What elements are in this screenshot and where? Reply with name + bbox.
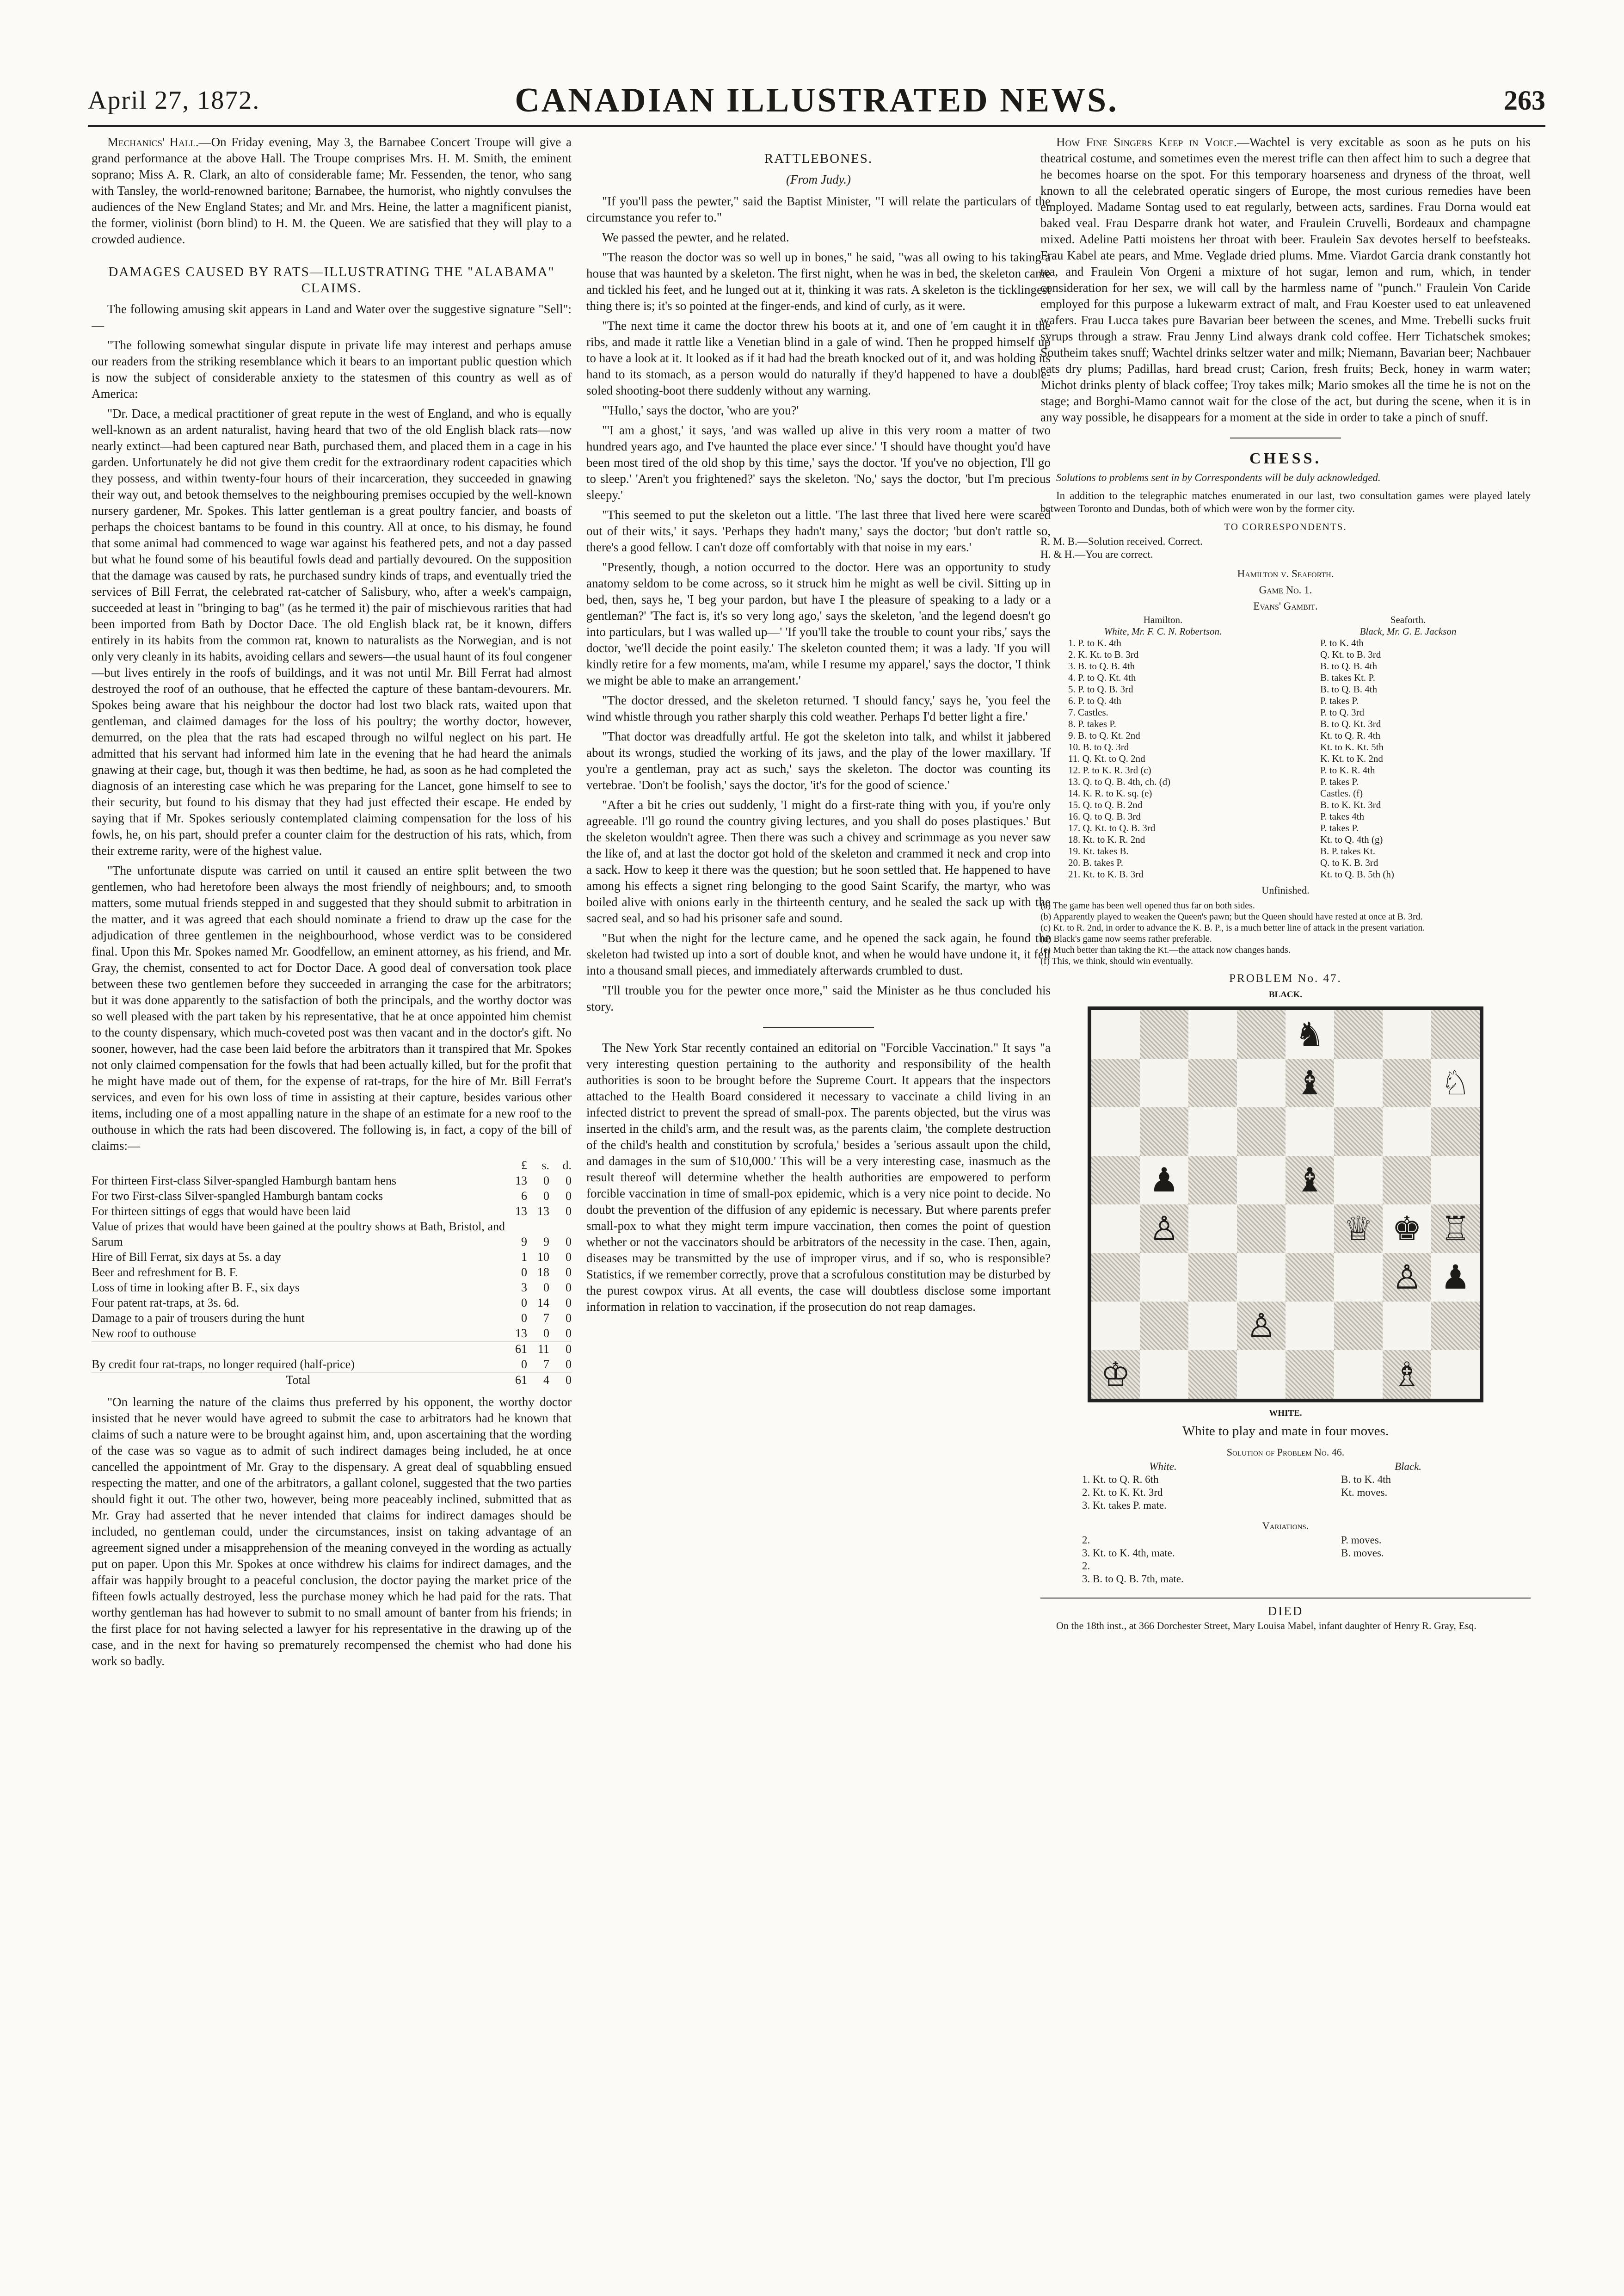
game-note: (a) The game has been well opened thus far on both sides. <box>1040 901 1255 911</box>
white-move: 10. B. to Q. 3rd <box>1068 741 1129 753</box>
solution-white-move: 2. Kt. to K. Kt. 3rd <box>1082 1487 1163 1498</box>
game-note: (d) Black's game now seems rather preferable. <box>1040 934 1212 944</box>
black-move: Q. to K. B. 3rd <box>1320 857 1378 868</box>
chess-square <box>1188 1010 1237 1059</box>
issue-date: April 27, 1872. <box>88 86 260 115</box>
chess-piece-square: ♝ <box>1286 1156 1334 1204</box>
white-move: 17. Q. Kt. to Q. B. 3rd <box>1068 822 1156 833</box>
chess-square <box>1431 1107 1480 1156</box>
variations-title: Variations. <box>1262 1520 1309 1531</box>
chess-square <box>1286 1204 1334 1253</box>
black-player: Black, Mr. G. E. Jackson <box>1359 626 1457 637</box>
chess-square <box>1334 1350 1383 1399</box>
chess-piece-square: ♞ <box>1286 1010 1334 1059</box>
white-move: 20. B. takes P. <box>1068 857 1124 868</box>
bill-cell-item: Value of prizes that would have been gained at the poultry shows at Bath, Bristol, and Sarum <box>92 1220 505 1248</box>
bill-cell-s: 13 <box>537 1204 549 1218</box>
rattlebones-paragraph: "The reason the doctor was so well up in bones," he said, "was all owing to his taking a house that was haunted by a skeleton. The first night, when he was in bed, the skeleton came and tickled his feet, and he lunged out at it, thinking it was rats. A skeleton is the ticklingest thing there is; it's so pointed at the finger-ends, and kind of curly, as it were. <box>586 250 1051 313</box>
rattlebones-paragraph: "Presently, though, a notion occurred to the doctor. Here was an opportunity to study anatomy seldom to be come across, so it struck him he might as well be civil. Sitting up in bed, then, says he, 'I beg your pardon, but have I the pleasure of speaking to a lady or a gentleman?' 'The fact is, it's so very long ago,' says the skeleton, 'and the legend doesn't go into particulars, but I was walled up—' 'If you'll take the trouble to count your ribs,' says the doctor, 'we'll decide the point easily.' The skeleton counted them; it was a lady. 'If you will kindly retire for a few moments, ma'am, while I resume my apparel,' says the doctor, 'I think we might be able to make an arrangement.' <box>586 560 1051 687</box>
chess-square <box>1286 1302 1334 1350</box>
bill-cell-s: 9 <box>543 1235 549 1248</box>
bill-cell-l: 3 <box>521 1281 527 1294</box>
mechanics-hall-lead: Mechanics' Hall. <box>107 135 199 149</box>
chess-piece-square: ♘ <box>1431 1059 1480 1107</box>
bill-cell-l: 13 <box>515 1327 527 1340</box>
chess-board <box>1088 1006 1483 1402</box>
white-move: 15. Q. to Q. B. 2nd <box>1068 799 1143 810</box>
correspondent-note: H. & H.—You are correct. <box>1040 549 1153 560</box>
right-city: Seaforth. <box>1390 614 1426 625</box>
solution-moves <box>1040 1473 1531 1512</box>
chess-square <box>1431 1302 1480 1350</box>
chess-match: Hamilton v. Seaforth. <box>1237 568 1334 580</box>
white-move: 5. P. to Q. B. 3rd <box>1068 684 1133 695</box>
solution-black-moves <box>1272 1473 1531 1512</box>
variation-black-move: B. moves. <box>1341 1547 1384 1559</box>
black-move: P. to K. 4th <box>1320 637 1364 648</box>
black-move: B. to Q. B. 4th <box>1320 660 1378 672</box>
bill-row <box>92 1219 572 1249</box>
white-move: 21. Kt. to K. B. 3rd <box>1068 869 1144 880</box>
solution-title: Solution of Problem No. 46. <box>1226 1446 1345 1458</box>
chess-piece-square: ♗ <box>1383 1350 1431 1399</box>
white-move: 3. B. to Q. B. 4th <box>1068 660 1135 672</box>
bill-cell-item: Loss of time in looking after B. F., six days <box>92 1281 300 1294</box>
chess-square <box>1091 1302 1140 1350</box>
bill-cell-l: 13 <box>515 1174 527 1187</box>
variation-moves <box>1040 1534 1531 1586</box>
variation-white-move: 3. B. to Q. B. 7th, mate. <box>1082 1573 1184 1585</box>
chess-square <box>1237 1253 1286 1302</box>
black-move: Kt. to K. Kt. 5th <box>1320 741 1384 753</box>
chess-square <box>1140 1107 1188 1156</box>
black-move: P. takes P. <box>1320 776 1359 787</box>
white-move: 8. P. takes P. <box>1068 718 1116 729</box>
chess-square <box>1237 1059 1286 1107</box>
bill-row <box>92 1310 572 1326</box>
bill-row <box>92 1204 572 1219</box>
singers-text: —Wachtel is very excitable as soon as he puts on his theatrical costume, and sometimes even the merest trifle can then affect him to such a degree that he becomes hoarse on the spot. For this temporary hoarseness and dryness of the throat, well known to all the celebrated operatic singers of Europe, the most curious remedies have been employed. Madame Sontag used to eat regularly, between acts, sardines. Frau Dorna would eat baked veal. Frau Desparre drank hot water, and Fraulein Cruvelli, Bordeaux and champagne mixed. Adeline Patti moistens her throat with beer. Fraulein Sax devotes herself to beefsteaks. Frau Kabel ate pears, and Mme. Veglade dried plums. Mme. Viardot Garcia drank constantly hot tea, and Fraulein Von Orgeni a mixture of hot sugar, lemon and rum, which, in tender consideration for her sex, we will call by the harmless name of "punch." Fraulein Von Caride employed for this purpose a lukewarm extract of malt, and Frau Koester used to eat unleavened wafers. Frau Lucca takes pure Bavarian beer between the scenes, and Mme. Trebelli sucks fruit syrups through a straw. Frau Jenny Lind always drank cold coffee. Herr Tichatschek smokes; Southeim takes snuff; Wachtel drinks seltzer water and milk; Niemann, Bavarian beer; Nachbauer eats dry plums; Padillas, hard bread crust; Carion, fresh fruits; Beck, honey in warm water; Michot drinks plenty of black coffee; Troy takes milk; Mario smokes all the time he is not on the stage; and Borghi-Mamo cannot wait for the close of the act, but during the scene, when it is in any way possible, he disappears for a moment at the side in order to take a pinch of snuff. <box>1040 135 1531 424</box>
damages-after-bill: "On learning the nature of the claims thus preferred by his opponent, the worthy doctor insisted that he never would have agreed to submit the case to arbitrators had he known that claims of such a nature were to be brought against him, and, upon ascertaining that the wording of the case was so vague as to admit of such indirect damages being included, he at once cancelled the appointment of Mr. Gray to the dispensary. A great deal of squabbling ensued respecting the matter, and one of the arbitrators, a gallant colonel, suggested that the two parties should fight it out. The other two, however, being more peaceably inclined, submitted that as Mr. Gray had asserted that he never intended that claims for indirect damages should be included, no gentleman could, under the circumstances, insist on taking advantage of an agreement signed under a misapprehension of the meaning conveyed in the wording as actually put on paper. Upon this Mr. Spokes at once withdrew his claims for indirect damages, and the affair was happily brought to a peaceful conclusion, the doctor paying the market price of the fifteen fowls actually destroyed, less the purchase money which he had paid for the rats. That worthy gentleman has had however to submit to no small amount of banter from his friends; in the first place for not having selected a lawyer for his representative in the drawing up of the case, and in the next for having so prematurely recompensed the chemist who had done his work so badly. <box>92 1395 572 1668</box>
bill-subtotal-row <box>92 1341 572 1357</box>
chess-square <box>1091 1059 1140 1107</box>
chess-piece-square: ♙ <box>1237 1302 1286 1350</box>
column-2 <box>586 134 1051 2253</box>
total-label: Total <box>92 1372 505 1388</box>
game-note: (e) Much better than taking the Kt.—the attack now changes hands. <box>1040 945 1291 955</box>
chess-square <box>1140 1059 1188 1107</box>
solution-black-move: B. to K. 4th <box>1341 1474 1391 1485</box>
black-move: Kt. to Q. B. 5th (h) <box>1320 869 1394 880</box>
chess-square <box>1091 1107 1140 1156</box>
damages-title: DAMAGES CAUSED BY RATS—ILLUSTRATING THE "ALABAMA" CLAIMS. <box>108 265 555 296</box>
white-move: 7. Castles. <box>1068 707 1108 718</box>
black-move: Q. Kt. to B. 3rd <box>1320 649 1381 660</box>
black-move: P. to K. R. 4th <box>1320 765 1375 776</box>
black-move: B. P. takes Kt. <box>1320 846 1376 857</box>
variation-white-move: 2. <box>1082 1534 1090 1546</box>
chess-square <box>1140 1350 1188 1399</box>
bill-cell-l: 1 <box>521 1250 527 1264</box>
bill-cell-l: 0 <box>521 1296 527 1309</box>
bill-cell-l: 6 <box>521 1189 527 1203</box>
bill-cell-item: For two First-class Silver-spangled Hamburgh bantam cocks <box>92 1189 383 1203</box>
rattlebones-paragraph: "'Hullo,' says the doctor, 'who are you?' <box>602 403 799 417</box>
bill-cell-d: 0 <box>566 1296 572 1309</box>
white-moves <box>1040 637 1279 880</box>
died-title: DIED <box>1267 1604 1304 1618</box>
black-label: BLACK. <box>1268 990 1303 1000</box>
chess-piece-square: ♕ <box>1334 1204 1383 1253</box>
bill-cell-d: 0 <box>566 1281 572 1294</box>
chess-notice: Solutions to problems sent in by Correspondents will be duly acknowledged. <box>1056 472 1381 483</box>
white-move: 13. Q. to Q. B. 4th, ch. (d) <box>1068 776 1171 787</box>
chess-square <box>1334 1059 1383 1107</box>
bill-cell-d: 0 <box>566 1311 572 1325</box>
solution-labels <box>1040 1460 1531 1473</box>
chess-square <box>1431 1350 1480 1399</box>
problem-title: PROBLEM No. 47. <box>1229 972 1342 985</box>
bill-row <box>92 1249 572 1265</box>
white-move: 12. P. to K. R. 3rd (c) <box>1068 765 1151 776</box>
variation-white-move: 2. <box>1082 1560 1090 1572</box>
chess-cities <box>1040 614 1531 626</box>
chess-square <box>1431 1010 1480 1059</box>
mechanics-hall-text: —On Friday evening, May 3, the Barnabee Concert Troupe will give a grand performance at the above Hall. The Troupe comprises Mrs. H. M. Smith, the eminent soprano; Miss A. R. Clark, an alto of considerable fame; Mr. Fessenden, the tenor, who sang with Tansley, the world-renowned baritone; Barnabee, the humorist, who nightly convulses the audiences of the New England States; and Mr. and Mrs. Heine, the latter a magnificent pianist, the former, violinist (born blind) to H. M. the Queen. We are satisfied that they will play to a crowded audience. <box>92 135 572 246</box>
page-number: 263 <box>1504 85 1545 116</box>
chess-square <box>1091 1010 1140 1059</box>
game-note: (c) Kt. to R. 2nd, in order to advance the K. B. P., is a much better line of attack in the present variation. <box>1040 923 1425 933</box>
chess-square <box>1188 1253 1237 1302</box>
bill-total-row <box>92 1372 572 1388</box>
rattlebones-title: RATTLEBONES. <box>764 151 873 166</box>
section-divider <box>763 1027 874 1028</box>
damages-paragraph: "Dr. Dace, a medical practitioner of great repute in the west of England, and who is equally well-known as an ardent naturalist, having heard that two of the old English black rats—now nearly extinct—had been captured near Bath, purchased them, and placed them in a cage in his garden. Unfortunately he did not give them credit for the extraordinary rodent capacities which they possess, and within twenty-four hours of their incarceration, they succeeded in gnawing their way out, and betook themselves to the neighbouring premises occupied by the well-known nursery gardener, Mr. Spokes. This latter gentleman is a great poultry fancier, and boasts of perhaps the choicest bantams to be found in this country. All at once, to his dismay, he found that some animal had commenced to wage war against his feathered pets, and not a day passed but what he found some of his beautiful fowls dead and partially devoured. On the supposition that the damage was caused by rats, he purchased sundry kinds of traps, and eventually tried the services of Bill Ferrat, the celebrated rat-catcher of Salisbury, who, after a week's campaign, succeeded at least in "bringing to bag" (as he termed it) the pair of mischievous rarities that had been imported from Bath by Doctor Dace. The old English black rat, be it known, differs entirely in its habits from the common rat, known to naturalists as the Norwegian, and is not only very cleanly in its habits, avoiding cellars and sewers—the usual haunt of its foul congener—but lives entirely in the roofs of buildings, and it was not until Mr. Bill Ferrat had almost destroyed the roof of an outhouse, that he effected the capture of these bantam-devourers. Mr. Spokes being aware that his neighbour the doctor had lost two black rats, waited upon that gentleman, and claimed damages for the loss of his poultry; the worthy doctor, however, demurred, on the plea that the rats had escaped through no wilful neglect on his part. He admitted that his servant had informed him late in the evening that he had heard the animals gnawing at their cage, but, though it was then bedtime, he had, as soon as he had completed the diagnosis of an interesting case which he was preparing for the Lancet, gone himself to see to their security, but found to his dismay that they had just effected their escape. He ended by saying that if Mr. Spokes seriously contemplated claiming compensation for the loss of his fowls, he, on his part, should prefer a counter claim for the destruction of his rats, which, from their extreme rarity, were of the highest value. <box>92 407 572 858</box>
bill-cell-item: Beer and refreshment for B. F. <box>92 1265 238 1279</box>
chess-square <box>1188 1156 1237 1204</box>
black-move: B. to Q. B. 4th <box>1320 684 1378 695</box>
total-pounds: 61 <box>505 1372 527 1388</box>
white-move: 1. P. to K. 4th <box>1068 637 1121 648</box>
bill-of-claims <box>92 1158 572 1388</box>
game-note: (b) Apparently played to weaken the Queen's pawn; but the Queen should have rested at once at B. 3rd. <box>1040 912 1423 922</box>
vaccination-paragraph: The New York Star recently contained an editorial on "Forcible Vaccination." It says "a very interesting question pertaining to the authority and responsibility of the health authorities is soon to be brought before the Supreme Court. It appears that the inspectors attached to the Health Board considered it necessary to vaccinate a child living in an infected district to prevent the spread of small-pox. The parents objected, but the virus was inserted in the child's arm, and the result was, as the parents claim, 'the complete destruction of the child's health and constitution by scrofula,' besides a 'serious assault upon the child, and damages in the sum of $10,000.' This will be a very interesting case, inasmuch as the result thereof will determine whether the health authorities are empowered to perform forcible vaccination in time of small-pox epidemic, which is a very nice point to decide. No doubt the prevention of the diffusion of any epidemic is necessary. But where parents prefer small-pox to what they might term impure vaccination, then comes the point of question whether or not the vaccinators should be arbitrators of the necessity in the case. Then, again, diseases may be transmitted by the use of improper virus, and if so, who is responsible? Statistics, if we remember correctly, prove that a scrofulous constitution may be disturbed by the purest cowpox virus. At all events, the case will doubtless disclose some important information in relation to vaccination, if the prosecution do not reap damages. <box>586 1041 1051 1314</box>
bill-cell-d: 0 <box>566 1204 572 1218</box>
rattlebones-paragraph: "But when the night for the lecture came, and he opened the sack again, he found the skeleton had twisted up into a sort of double knot, and when he would have undone it, it fell into a thousand small pieces, and immediately afterwards crumbled to dust. <box>586 931 1051 977</box>
chess-square <box>1188 1350 1237 1399</box>
unfinished: Unfinished. <box>1261 884 1310 896</box>
chess-square <box>1286 1107 1334 1156</box>
credit-shillings: 7 <box>543 1358 549 1371</box>
chess-square <box>1334 1253 1383 1302</box>
mechanics-hall-paragraph <box>92 134 572 247</box>
white-move: 4. P. to Q. Kt. 4th <box>1068 672 1136 683</box>
rattlebones-paragraph: "If you'll pass the pewter," said the Baptist Minister, "I will relate the particulars of the circumstance you refer to." <box>586 194 1051 224</box>
rattlebones-paragraphs <box>586 193 1051 1015</box>
variation-white-moves <box>1040 1534 1272 1586</box>
bill-row <box>92 1326 572 1341</box>
chess-square <box>1237 1350 1286 1399</box>
chess-square <box>1286 1350 1334 1399</box>
bill-header-pence: d. <box>562 1159 572 1172</box>
chess-square <box>1286 1253 1334 1302</box>
solution-white-moves <box>1040 1473 1272 1512</box>
white-label: WHITE. <box>1269 1408 1302 1418</box>
chess-square <box>1334 1107 1383 1156</box>
chess-piece-square: ♟ <box>1140 1156 1188 1204</box>
white-move: 2. K. Kt. to B. 3rd <box>1068 649 1139 660</box>
left-city: Hamilton. <box>1143 614 1183 625</box>
rattlebones-paragraph: "'I am a ghost,' it says, 'and was walled up alive in this very room a matter of two hundred years ago, and I've haunted the place ever since.' 'I should have thought you'd have been most tired of the old shop by this time,' says the doctor. 'If you've no objection, I'll go to sleep.' 'Aren't you frightened?' says the skeleton. 'No,' says the doctor, 'but I'm precious sleepy.' <box>586 423 1051 502</box>
solution-black-move: Kt. moves. <box>1341 1487 1388 1498</box>
damages-paragraph: "The unfortunate dispute was carried on until it caused an entire split between the two gentlemen, who had heretofore been always the most friendly of neighbours; and, to smooth matters, some mutual friends stepped in and suggested that they should submit to arbitration in the matter, and it was agreed that each should nominate a friend to draw up the case for the adjudication of three gentlemen in the neighbourhood, whose verdict was to be considered final. Upon this Mr. Spokes named Mr. Goodfellow, an eminent attorney, as his friend, and Mr. Gray, the chemist, consented to act for Doctor Dace. A good deal of conversation took place between these two gentlemen before they succeeded in arranging the case for the arbitrators; but it was done apparently to the satisfaction of both the principals, and the worthy doctor was so well pleased with the part taken by his representative, that he at once appointed him chemist to the county dispensary, which much-coveted post was then vacant and in the doctor's gift. No sooner, however, had the case been laid before the arbitrators than it transpired that Mr. Spokes not only claimed compensation for the fowls that had been actually killed, but for the profit that he might have made out of them, for the expense of rat-traps, for the hire of Mr. Bill Ferrat's services, and even for his own loss of time in assisting at their capture, besides various other items, including one of a most appalling nature in the shape of an estimate for a new roof to the outhouse in which the rats had been discovered. The following is, in fact, a copy of the bill of claims:— <box>92 864 572 1153</box>
chess-square <box>1188 1302 1237 1350</box>
to-correspondents-title: TO CORRESPONDENTS. <box>1224 521 1347 532</box>
subtotal-pence: 0 <box>549 1341 572 1357</box>
black-move: P. takes 4th <box>1320 811 1365 822</box>
total-shillings: 4 <box>527 1372 549 1388</box>
white-move: 18. Kt. to K. R. 2nd <box>1068 834 1145 845</box>
rattlebones-paragraph: "This seemed to put the skeleton out a little. 'The last three that lived here were scared out of their wits,' it says. 'Perhaps they hadn't many,' says the doctor; 'but don't rattle so, there's a good fellow. I can't doze off comfortably with that noise in my ears.' <box>586 508 1051 554</box>
variation-white-move: 3. Kt. to K. 4th, mate. <box>1082 1547 1175 1559</box>
chess-square <box>1383 1010 1431 1059</box>
bill-header-shillings: s. <box>541 1159 549 1172</box>
bill-credit-row <box>92 1357 572 1372</box>
bill-row <box>92 1188 572 1204</box>
chess-square <box>1140 1302 1188 1350</box>
chess-square <box>1091 1253 1140 1302</box>
damages-paragraphs <box>92 337 572 1154</box>
solution-white-label: White. <box>1149 1461 1177 1472</box>
bill-cell-d: 0 <box>566 1327 572 1340</box>
chess-square <box>1188 1107 1237 1156</box>
chess-square <box>1334 1302 1383 1350</box>
bill-cell-d: 0 <box>566 1265 572 1279</box>
solution-black-label: Black. <box>1394 1461 1422 1472</box>
singers-paragraph <box>1040 134 1531 426</box>
solution-white-move: 3. Kt. takes P. mate. <box>1082 1500 1167 1511</box>
chess-square <box>1383 1156 1431 1204</box>
bill-cell-l: 0 <box>521 1311 527 1325</box>
black-move: B. takes Kt. P. <box>1320 672 1376 683</box>
white-move: 6. P. to Q. 4th <box>1068 695 1121 706</box>
rattlebones-source: (From Judy.) <box>786 173 851 186</box>
chess-title: CHESS. <box>1249 450 1322 467</box>
chess-square <box>1237 1156 1286 1204</box>
bill-cell-s: 10 <box>537 1250 549 1264</box>
chess-piece-square: ♙ <box>1383 1253 1431 1302</box>
white-move: 9. B. to Q. Kt. 2nd <box>1068 730 1140 741</box>
chess-players <box>1040 626 1531 637</box>
chess-square <box>1334 1156 1383 1204</box>
credit-pounds: 0 <box>521 1358 527 1371</box>
bill-row <box>92 1280 572 1295</box>
chess-square <box>1188 1204 1237 1253</box>
bill-cell-s: 0 <box>543 1327 549 1340</box>
rattlebones-paragraph: "The doctor dressed, and the skeleton returned. 'I should fancy,' says he, 'you feel the wind whistle through you rather sharply this cold weather. Perhaps I'd better light a fire.' <box>586 693 1051 723</box>
bill-row <box>92 1265 572 1280</box>
correspondents-list <box>1040 535 1531 561</box>
rattlebones-paragraph: We passed the pewter, and he related. <box>602 230 789 244</box>
bill-cell-l: 13 <box>515 1204 527 1218</box>
black-move: Kt. to Q. 4th (g) <box>1320 834 1383 845</box>
black-move: Castles. (f) <box>1320 788 1363 799</box>
died-rule <box>1040 1598 1531 1599</box>
rattlebones-paragraph: "The next time it came the doctor threw his boots at it, and one of 'em caught it in the ribs, and made it rattle like a Venetian blind in a gale of wind. Then he propped himself up to have a look at it. It looked as if it had had the breath knocked out of it, and was holding its hand to its stomach, as a person would do naturally if they'd happened to have a double-soled shooting-boot there suddenly without any warning. <box>586 319 1051 397</box>
chess-piece-square: ♟ <box>1431 1253 1480 1302</box>
chess-square <box>1188 1059 1237 1107</box>
bill-cell-item: Four patent rat-traps, at 3s. 6d. <box>92 1296 240 1309</box>
subtotal-shillings: 11 <box>527 1341 549 1357</box>
black-move: K. Kt. to K. 2nd <box>1320 753 1383 764</box>
chess-opening: Evans' Gambit. <box>1253 600 1318 612</box>
bill-cell-item: For thirteen sittings of eggs that would have been laid <box>92 1204 351 1218</box>
white-player: White, Mr. F. C. N. Robertson. <box>1104 626 1222 637</box>
chess-piece-square: ♙ <box>1140 1204 1188 1253</box>
column-3 <box>1040 134 1531 2253</box>
game-moves <box>1040 637 1531 880</box>
rattlebones-paragraph: "I'll trouble you for the pewter once more," said the Minister as he thus concluded his story. <box>586 983 1051 1013</box>
died-notice: On the 18th inst., at 366 Dorchester Street, Mary Louisa Mabel, infant daughter of Henry R. Gray, Esq. <box>1056 1620 1476 1631</box>
total-pence: 0 <box>549 1372 572 1388</box>
chess-square <box>1140 1253 1188 1302</box>
credit-item: By credit four rat-traps, no longer required (half-price) <box>92 1358 355 1371</box>
white-move: 16. Q. to Q. B. 3rd <box>1068 811 1141 822</box>
bill-row <box>92 1173 572 1188</box>
black-move: B. to Q. Kt. 3rd <box>1320 718 1381 729</box>
chess-square <box>1237 1107 1286 1156</box>
white-move: 14. K. R. to K. sq. (e) <box>1068 788 1152 799</box>
black-moves <box>1279 637 1531 880</box>
black-move: P. to Q. 3rd <box>1320 707 1365 718</box>
bill-header-pounds: £ <box>521 1159 527 1172</box>
bill-cell-s: 14 <box>537 1296 549 1309</box>
page-header <box>88 81 1545 123</box>
bill-cell-d: 0 <box>566 1174 572 1187</box>
solution-white-move: 1. Kt. to Q. R. 6th <box>1082 1474 1159 1485</box>
bill-cell-d: 0 <box>566 1189 572 1203</box>
bill-cell-s: 18 <box>537 1265 549 1279</box>
bill-cell-item: Hire of Bill Ferrat, six days at 5s. a day <box>92 1250 281 1264</box>
bill-cell-s: 0 <box>543 1174 549 1187</box>
vaccination-paragraphs <box>586 1040 1051 1315</box>
variation-black-move: P. moves. <box>1341 1534 1382 1546</box>
correspondent-note: R. M. B.—Solution received. Correct. <box>1040 536 1203 547</box>
chess-square <box>1383 1302 1431 1350</box>
rattlebones-paragraph: "After a bit he cries out suddenly, 'I might do a first-rate thing with you, if you're only agreeable. I'll go round the country giving lectures, and you shall do poses plastiques.' But the skeleton wouldn't agree. Then there was such a chivey and scrimmage as you never saw the like of, and at last the doctor got hold of the skeleton and crammed it neck and crop into a sack. How to keep it there was the question; but he soon settled that. He happened to have among his effects a signet ring belonging to the good Saint Scarify, the martyr, who was boiled alive with onions early in the thirteenth century, and he sealed the sack up with the sacred seal, and so had his prisoner safe and sound. <box>586 798 1051 925</box>
problem-task: White to play and mate in four moves. <box>1182 1424 1389 1438</box>
bill-row <box>92 1295 572 1310</box>
chess-game-number: Game No. 1. <box>1259 584 1312 596</box>
black-move: P. takes P. <box>1320 695 1359 706</box>
bill-cell-d: 0 <box>566 1250 572 1264</box>
game-note: (f) This, we think, should win eventually. <box>1040 956 1193 966</box>
white-move: 19. Kt. takes B. <box>1068 846 1129 857</box>
bill-cell-s: 0 <box>543 1281 549 1294</box>
chess-piece-square: ♚ <box>1383 1204 1431 1253</box>
chess-square <box>1383 1059 1431 1107</box>
bill-cell-l: 9 <box>521 1235 527 1248</box>
black-move: P. takes P. <box>1320 822 1359 833</box>
singers-lead: How Fine Singers Keep in Voice. <box>1056 135 1237 149</box>
chess-square <box>1237 1204 1286 1253</box>
chess-square <box>1334 1010 1383 1059</box>
bill-cell-s: 0 <box>543 1189 549 1203</box>
column-1 <box>92 134 572 2253</box>
credit-pence: 0 <box>566 1358 572 1371</box>
bill-cell-item: Damage to a pair of trousers during the hunt <box>92 1311 305 1325</box>
chess-square <box>1091 1204 1140 1253</box>
masthead: CANADIAN ILLUSTRATED NEWS. <box>515 81 1119 119</box>
rattlebones-paragraph: "That doctor was dreadfully artful. He got the skeleton into talk, and whilst it jabbered about its wrongs, studied the working of its jaws, and the play of the lower maxillary. 'If you're a gentleman, pray act as such,' says the skeleton. The doctor was counting its vertebrae. 'Don't be foolish,' says the doctor, 'it's for the good of science.' <box>586 729 1051 792</box>
variation-black-moves <box>1272 1534 1531 1586</box>
damages-paragraph: "The following somewhat singular dispute in private life may interest and perhaps amuse our readers from the striking resemblance which it bears to an important public question which is now the subject of considerable anxiety to the statesmen of this country as well as of America: <box>92 338 572 401</box>
chess-piece-square: ♖ <box>1431 1204 1480 1253</box>
bill-cell-item: New roof to outhouse <box>92 1327 197 1340</box>
chess-addition: In addition to the telegraphic matches enumerated in our last, two consultation games were played lately between Toronto and Dundas, both of which were won by the former city. <box>1040 490 1531 514</box>
bill-cell-d: 0 <box>566 1235 572 1248</box>
damages-intro: The following amusing skit appears in Land and Water over the suggestive signature "Sell":— <box>92 302 572 332</box>
chess-square <box>1237 1010 1286 1059</box>
bill-cell-item: For thirteen First-class Silver-spangled Hamburgh bantam hens <box>92 1174 396 1187</box>
chess-square <box>1091 1156 1140 1204</box>
bill-cell-s: 7 <box>543 1311 549 1325</box>
chess-square <box>1431 1156 1480 1204</box>
chess-piece-square: ♔ <box>1091 1350 1140 1399</box>
chess-square <box>1383 1107 1431 1156</box>
header-rule <box>88 125 1545 127</box>
white-move: 11. Q. Kt. to Q. 2nd <box>1068 753 1145 764</box>
game-notes <box>1040 900 1531 967</box>
subtotal-pounds: 61 <box>505 1341 527 1357</box>
chess-piece-square: ♝ <box>1286 1059 1334 1107</box>
chess-square <box>1140 1010 1188 1059</box>
black-move: Kt. to Q. R. 4th <box>1320 730 1381 741</box>
black-move: B. to K. Kt. 3rd <box>1320 799 1381 810</box>
bill-cell-l: 0 <box>521 1265 527 1279</box>
